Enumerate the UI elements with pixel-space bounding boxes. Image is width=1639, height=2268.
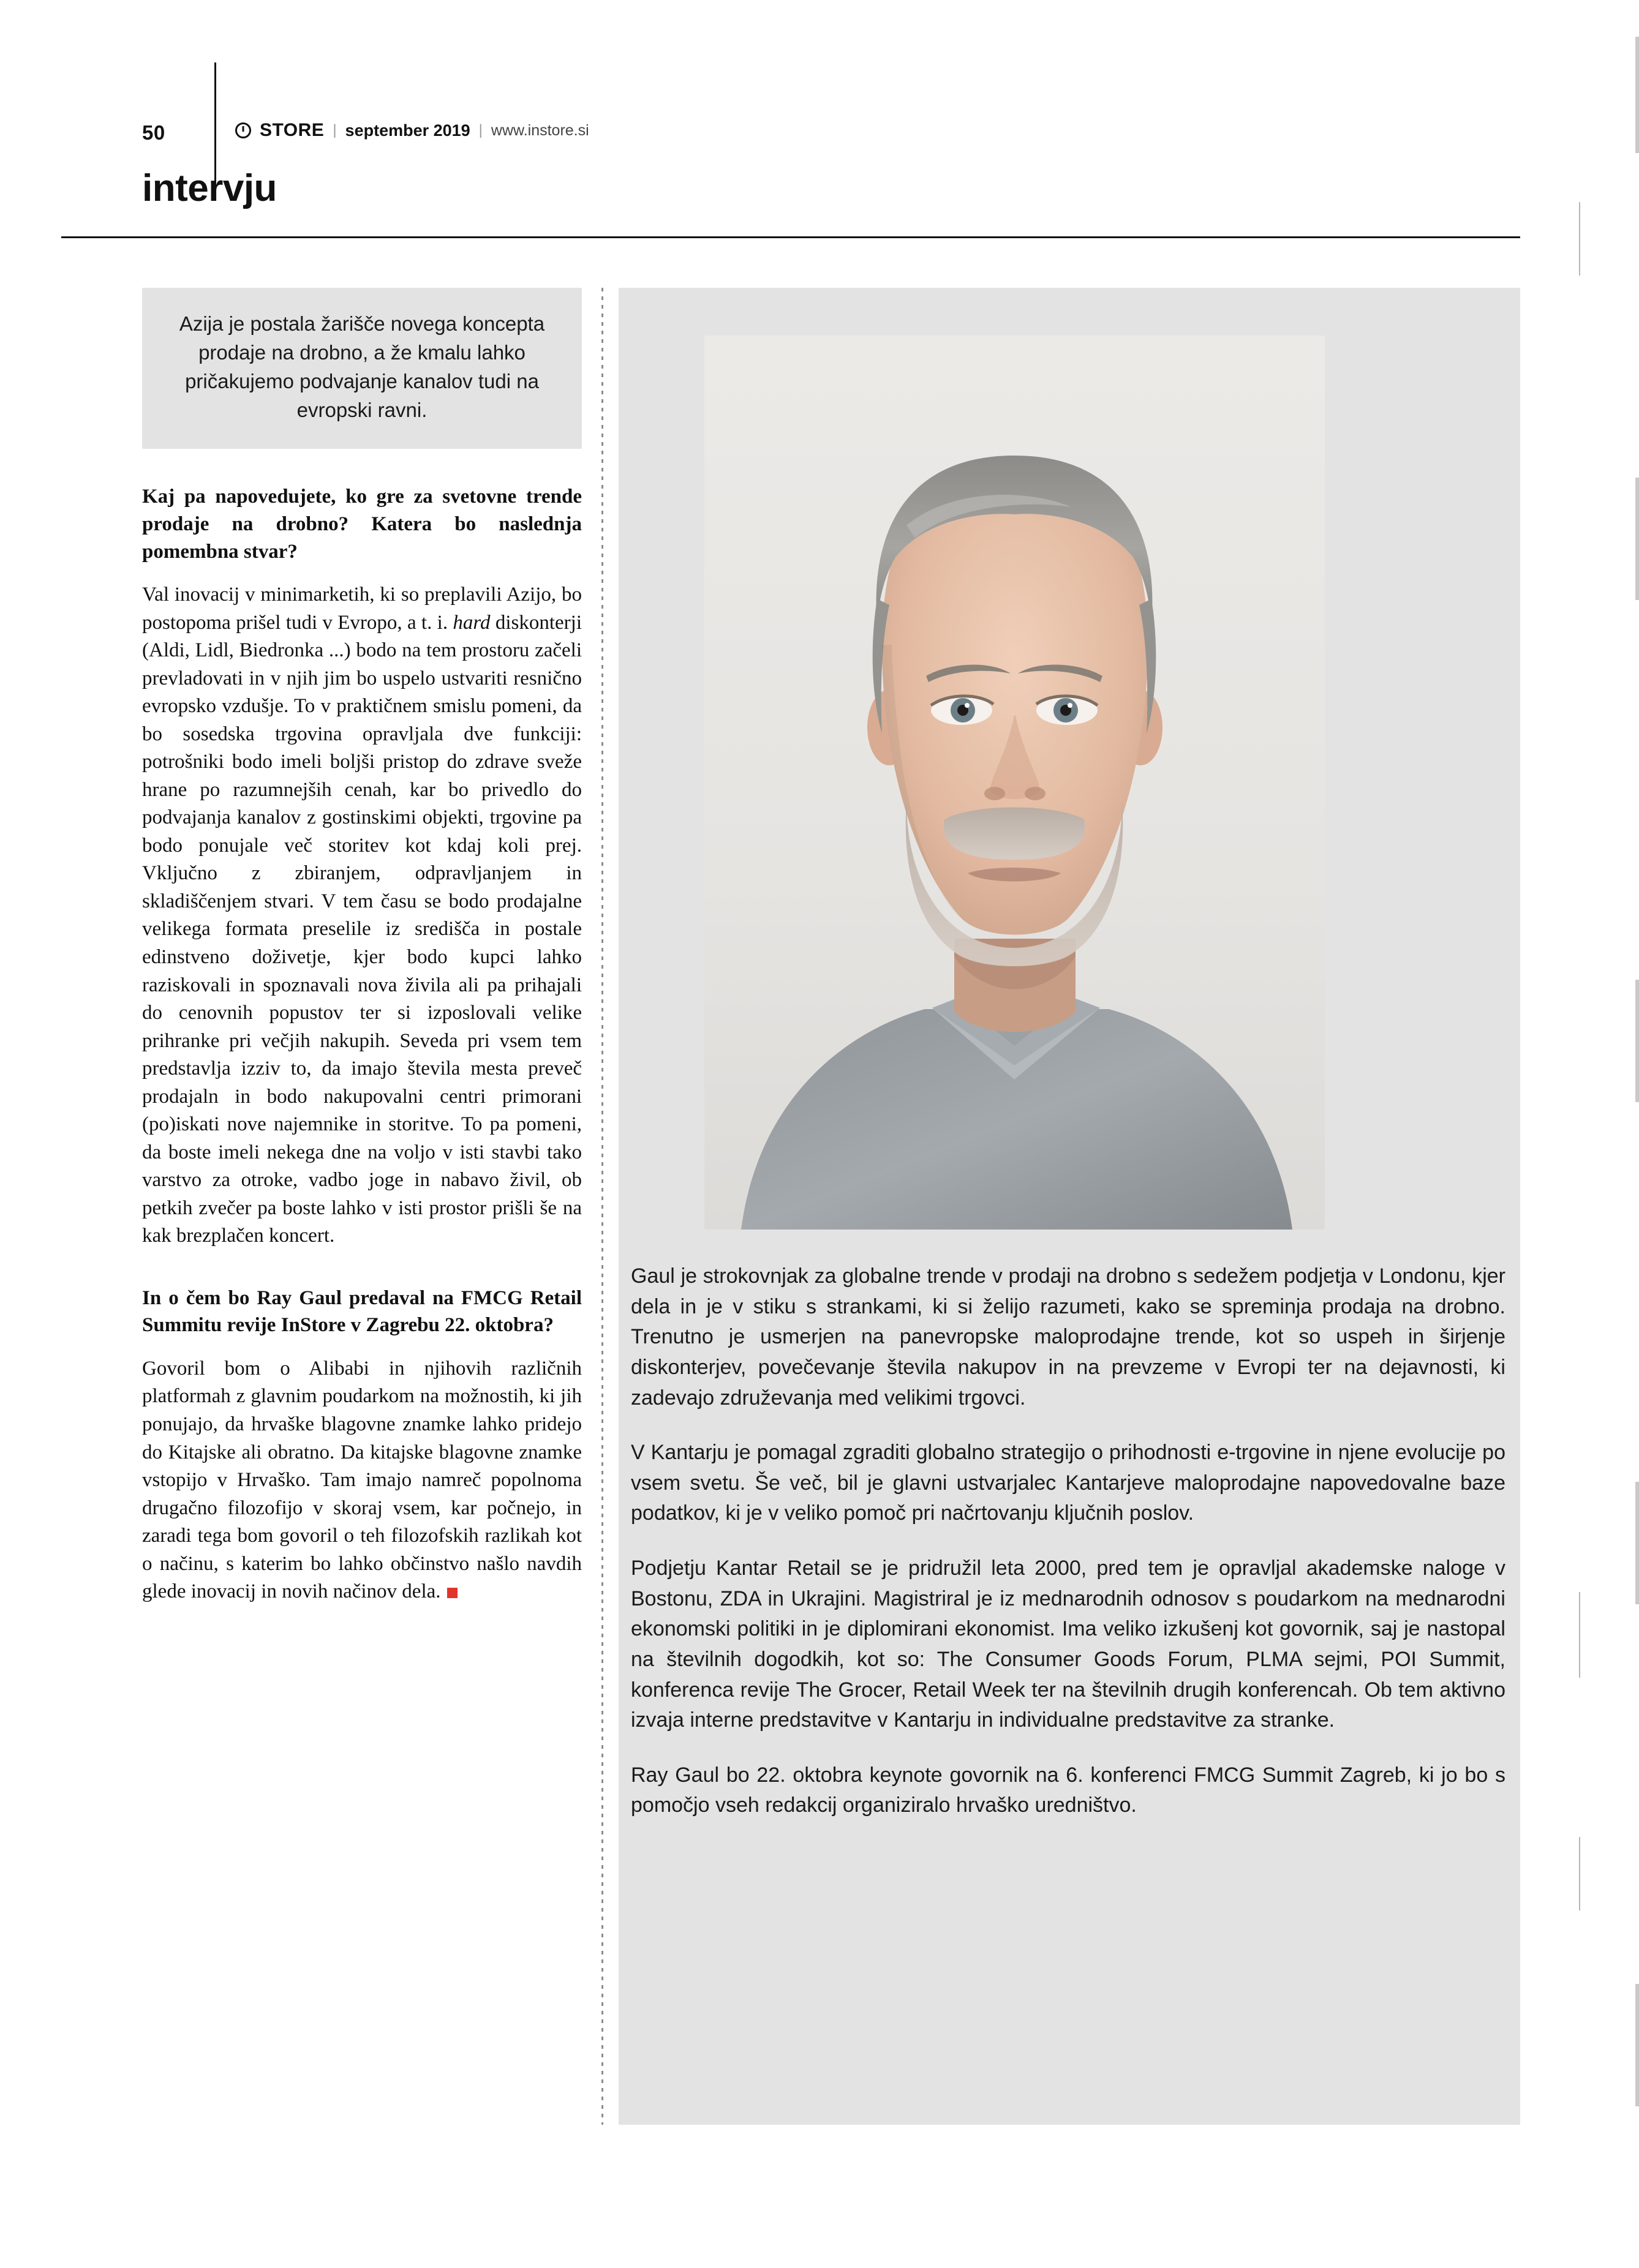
bio-paragraph-3: Podjetju Kantar Retail se je pridružil leta 2000, pred tem je opravljal akademske naloge v Bostonu, ZDA in Ukrajini. Magistriral je iz mednarodnih odnosov s poudarkom na mednarodni ekonomski politiki in je diplomirani ekonomist. Ima veliko izkušenj kot govornik, saj je nastopal na številnih dogodkih, kot so: The Consumer Goods Forum, PLMA sejmi, POI Summit, konferenca revije The Grocer, Retail Week ter na številnih drugih konferencah. Ob tem aktivno izvaja interne predstavitve v Kantarju in individualne predstavitve za stranke. xyxy=(631,1556,1505,1732)
website-url: www.instore.si xyxy=(491,121,589,139)
bio-paragraph-4: Ray Gaul bo 22. oktobra keynote govornik na 6. konferenci FMCG Summit Zagreb, ki jo bo s pomočjo vseh redakcij organiziralo hrvaško uredništvo. xyxy=(631,1763,1505,1817)
column-divider xyxy=(601,288,603,2125)
store-logo-icon xyxy=(235,122,251,138)
answer-2-text: Govoril bom o Alibabi in njihovih različnih platformah z glavnim poudarkom na možnostih, ki jih ponujajo, da hrvaške blagovne znamke lahko pridejo do Kitajske ali obratno. Da kitajske blagovne znamke vstopijo v Hrvaško. Tam imajo namreč popolnoma drugačno filozofijo v skoraj vsem, kar počnejo, in zaradi tega bom govoril o teh filozofskih razlikah kot o načinu, s katerim bo lahko občinstvo našlo navdih glede inovacij in novih načinov dela. xyxy=(142,1357,582,1603)
edge-mark-1 xyxy=(1635,37,1639,153)
brand-name: STORE xyxy=(260,120,325,140)
answer-paragraph-2 xyxy=(142,1355,582,1606)
masthead-separator-1: | xyxy=(333,122,337,138)
answer-1-text-part2: diskonterji (Aldi, Lidl, Biedronka ...) bodo na tem prostoru začeli prevladovati in v njih jim bo uspelo ustvariti resnično evropsko vzdušje. To v praktičnem smislu pomeni, da bo sosedska trgovina opravljala dve funkciji: potrošniki bodo imeli boljši pristop do zdrave sveže hrane po razumnejših cenah, kar bo privedlo do podvajanja kanalov z gostinskimi objekti, trgovine pa bodo ponujale več storitev kot kdaj koli prej. Vključno z zbiranjem, odpravljanjem in skladiščenjem stvari. V tem času se bodo prodajalne velikega formata preselile iz središča in postale edinstveno doživetje, kjer bodo kupci lahko raziskovali in spoznavali nova živila ali pa prihajali do cenovnih popustov ter si izposlovali velike prihranke pri večjih nakupih. Seveda pri vsem tem predstavlja izziv to, da imajo števila mesta preveč prodajaln in bodo nakupovalni centri primorani (po)iskati nove najemnike in storitve. To pa pomeni, da boste imeli nekega dne na voljo v isti stavbi tako varstvo za otroke, vadbo joge in nabavo živil, ob petkih zvečer pa boste lahko v isti prostor prišli še na kak brezplačen koncert. xyxy=(142,611,582,1247)
right-column-text xyxy=(631,1261,1505,1821)
answer-1-italic-term: hard xyxy=(453,611,491,634)
answer-1-text-part1: Val inovacij v minimarketih, ki so preplavili Azijo, bo postopoma prišel tudi v Evropo, a t. i. xyxy=(142,584,582,634)
portrait-photo-graphic xyxy=(704,336,1325,1230)
edge-registration-line-2 xyxy=(1579,1592,1580,1678)
issue-date: september 2019 xyxy=(345,121,470,140)
section-title: intervju xyxy=(142,167,277,209)
masthead xyxy=(235,120,589,141)
edge-mark-4 xyxy=(1635,1482,1639,1604)
portrait-photo xyxy=(704,336,1325,1230)
edge-mark-2 xyxy=(1635,478,1639,600)
answer-paragraph-1 xyxy=(142,581,582,1250)
question-heading-1: Kaj pa napovedujete, ko gre za svetovne trende prodaje na drobno? Katera bo naslednja pomembna stvar? xyxy=(142,486,582,563)
header-divider xyxy=(61,236,1520,238)
page-header xyxy=(142,110,1520,165)
edge-mark-5 xyxy=(1635,1984,1639,2106)
page-number: 50 xyxy=(142,121,165,144)
bio-paragraph-2: V Kantarju je pomagal zgraditi globalno strategijo o prihodnosti e-trgovine in njene evolucije po vsem svetu. Še več, bil je glavni ustvarjalec Kantarjeve maloprodajne napovedovalne baze podatkov, ki je v veliko pomoč pri načrtovanju ključnih poslov. xyxy=(631,1441,1505,1525)
edge-mark-3 xyxy=(1635,980,1639,1102)
masthead-separator-2: | xyxy=(478,122,483,138)
edge-registration-line-3 xyxy=(1579,1837,1580,1910)
bio-paragraph-1: Gaul je strokovnjak za globalne trende v prodaji na drobno s sedežem podjetja v Londonu, kjer dela in je v stiku s strankami, ki si želijo razumeti, kako se spreminja prodaja na drobno. Trenutno je usmerjen na panevropske maloprodajne trende, kot so uspeh in širjenje diskonterjev, povečevanje števila nakupov in na prevzeme v Evropi ter na dejavnosti, ki zadevajo združevanja med velikimi trgovci. xyxy=(631,1264,1505,1410)
edge-registration-line-1 xyxy=(1579,202,1580,276)
end-of-article-mark xyxy=(447,1588,458,1598)
left-column xyxy=(142,288,582,1606)
pull-quote: Azija je postala žarišče novega koncepta prodaje na drobno, a že kmalu lahko pričakujemo podvajanje kanalov tudi na evropski ravni. xyxy=(142,288,582,449)
question-heading-2: In o čem bo Ray Gaul predaval na FMCG Retail Summitu revije InStore v Zagrebu 22. oktobra? xyxy=(142,1286,582,1337)
